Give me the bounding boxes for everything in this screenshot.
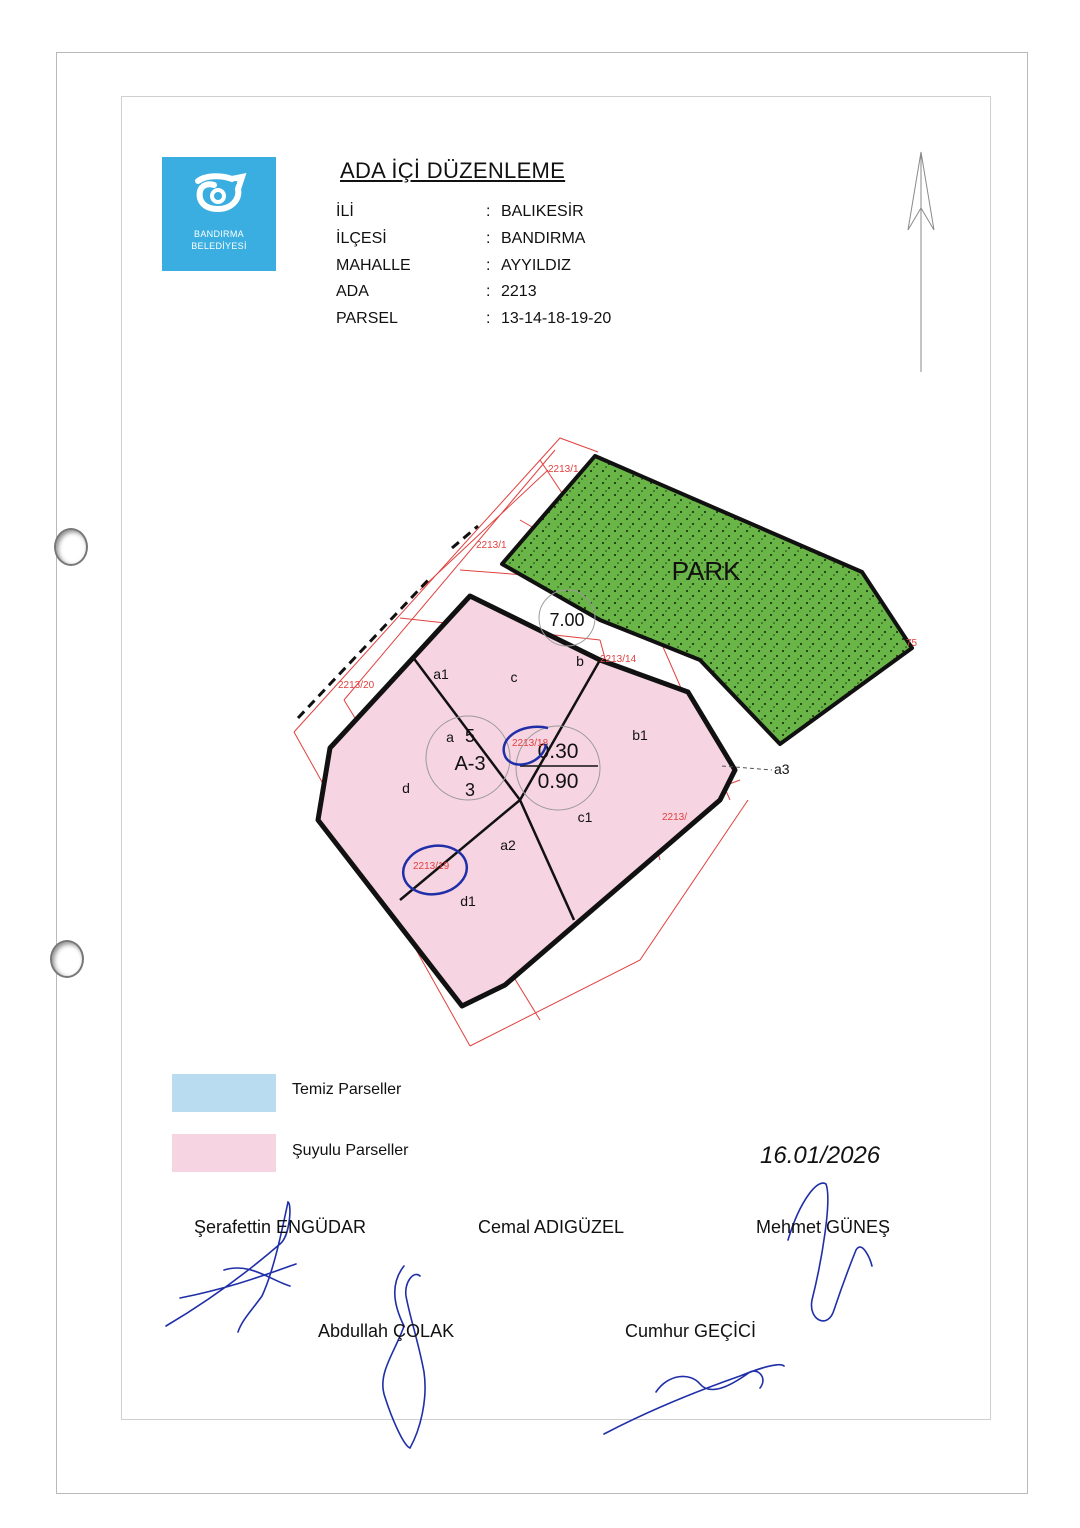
document-date: 16.01/2026 bbox=[760, 1142, 881, 1169]
parcel-number: 2213/1 bbox=[548, 464, 579, 475]
part-label-c1: c1 bbox=[577, 809, 593, 825]
road-width-label: 7.00 bbox=[549, 610, 585, 630]
parcel-number: 2213/18 bbox=[512, 738, 549, 749]
ratio-kaks: 0.90 bbox=[537, 770, 579, 793]
part-label-b1: b1 bbox=[632, 727, 648, 743]
date-year: 2026 bbox=[826, 1142, 881, 1169]
parcel-number: 2213/14 bbox=[600, 654, 637, 665]
logo-text-line2: BELEDİYESİ bbox=[191, 241, 247, 251]
part-label-d1: d1 bbox=[460, 893, 476, 909]
info-sep: : bbox=[486, 283, 491, 300]
info-sep: : bbox=[486, 230, 491, 247]
info-sep: : bbox=[486, 203, 491, 220]
info-key: MAHALLE bbox=[336, 257, 411, 274]
info-key: PARSEL bbox=[336, 310, 398, 327]
ratio-taks: 0.30 bbox=[537, 740, 579, 763]
park-label: PARK bbox=[671, 556, 741, 586]
info-key: İLÇESİ bbox=[336, 230, 387, 247]
parcel-number: 75 bbox=[906, 638, 918, 649]
zone-floor-count: 5 bbox=[464, 726, 476, 746]
part-label-d: d bbox=[402, 780, 410, 796]
date-month: 01 bbox=[793, 1142, 821, 1169]
pointer-label-a3: a3 bbox=[774, 761, 790, 777]
part-label-a2: a2 bbox=[500, 837, 516, 853]
parcel-number: 2213/19 bbox=[413, 861, 450, 872]
info-value: 2213 bbox=[501, 283, 537, 300]
part-label-a1: a1 bbox=[433, 666, 449, 682]
logo-text-line1: BANDIRMA bbox=[194, 229, 244, 239]
info-value: AYYILDIZ bbox=[501, 257, 571, 274]
signature-colak bbox=[383, 1266, 425, 1448]
info-value: BALIKESİR bbox=[501, 203, 584, 220]
parcel-number: 2213/ bbox=[662, 812, 688, 823]
info-key: ADA bbox=[336, 283, 369, 300]
part-label-b: b bbox=[576, 653, 584, 669]
parcel-number: 2213/1 bbox=[476, 540, 507, 551]
signatory-name: Abdullah ÇOLAK bbox=[318, 1321, 455, 1341]
part-label-c: c bbox=[510, 669, 518, 685]
zone-setback: 3 bbox=[464, 780, 476, 800]
zone-code: A-3 bbox=[454, 753, 486, 775]
info-value: 13-14-18-19-20 bbox=[501, 310, 612, 327]
info-sep: : bbox=[486, 310, 491, 327]
signatory-name: Şerafettin ENGÜDAR bbox=[194, 1217, 367, 1237]
signature-gecici bbox=[604, 1365, 784, 1434]
info-sep: : bbox=[486, 257, 491, 274]
legend-label-clean: Temiz Parseller bbox=[292, 1081, 402, 1098]
redistributed-block bbox=[318, 596, 735, 1006]
legend-swatch-clean bbox=[172, 1074, 276, 1112]
signatory-name: Cemal ADIGÜZEL bbox=[478, 1217, 625, 1237]
date-day: 16 bbox=[760, 1142, 787, 1169]
info-key: İLİ bbox=[336, 203, 354, 220]
info-value: BANDIRMA bbox=[501, 230, 586, 247]
part-label-a: a bbox=[446, 729, 454, 745]
signatory-name: Mehmet GÜNEŞ bbox=[756, 1217, 891, 1237]
page-title: ADA İÇİ DÜZENLEME bbox=[340, 158, 566, 183]
parcel-number: 2213/20 bbox=[338, 680, 375, 691]
signature-gunes bbox=[788, 1183, 872, 1321]
signatory-name: Cumhur GEÇİCİ bbox=[625, 1321, 757, 1341]
legend-swatch-shared bbox=[172, 1134, 276, 1172]
legend-label-shared: Şuyulu Parseller bbox=[292, 1142, 409, 1159]
